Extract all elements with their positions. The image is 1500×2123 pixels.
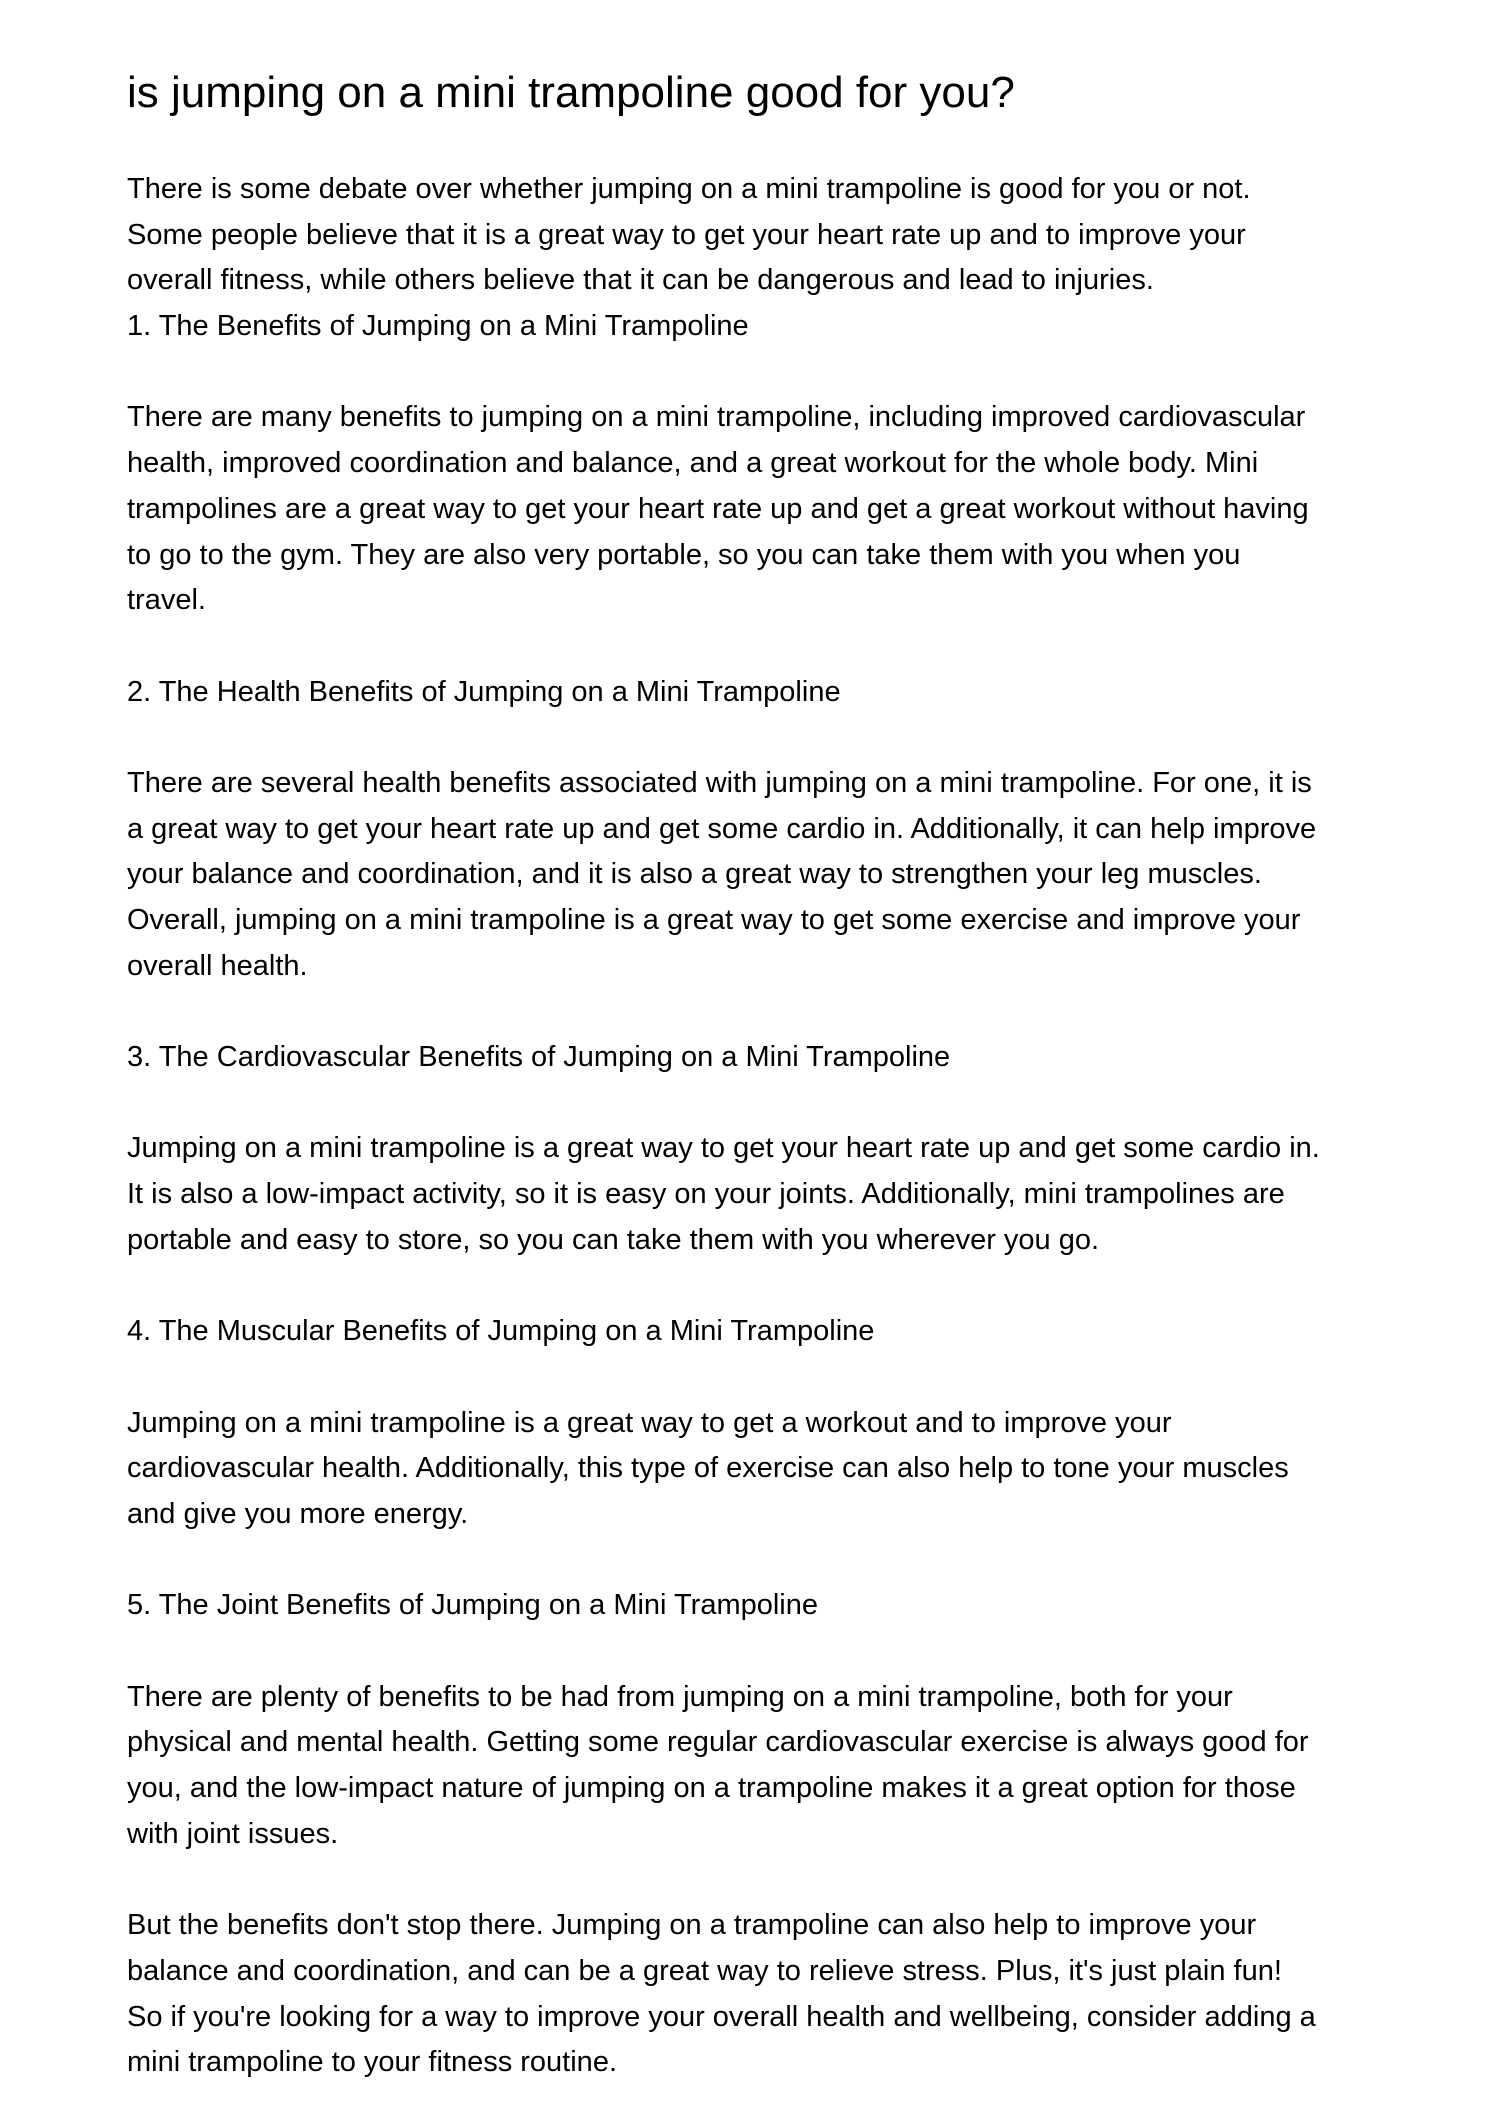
text-line: a great way to get your heart rate up and get some cardio in. Additionally, it can help improve [127, 812, 1317, 845]
text-line: cardiovascular health. Additionally, this type of exercise can also help to tone your muscles [127, 1452, 1289, 1485]
text-line: balance and coordination, and can be a great way to relieve stress. Plus, it's just plain fun! [127, 1954, 1282, 1987]
text-line: you, and the low-impact nature of jumping on a trampoline makes it a great option for those [127, 1772, 1296, 1805]
text-line: health, improved coordination and balance, and a great workout for the whole body. Mini [127, 447, 1259, 480]
text-line: But the benefits don't stop there. Jumping on a trampoline can also help to improve your [127, 1909, 1257, 1942]
text-line: There are several health benefits associated with jumping on a mini trampoline. For one, it is [127, 766, 1312, 799]
text-line: 2. The Health Benefits of Jumping on a Mini Trampoline [127, 675, 841, 708]
text-line: your balance and coordination, and it is also a great way to strengthen your leg muscles. [127, 858, 1262, 891]
text-line: 3. The Cardiovascular Benefits of Jumping on a Mini Trampoline [127, 1041, 951, 1074]
text-line: So if you're looking for a way to improve your overall health and wellbeing, consider adding a [127, 2000, 1316, 2033]
section-heading [127, 670, 1320, 716]
text-line: There are many benefits to jumping on a mini trampoline, including improved cardiovascular [127, 401, 1306, 434]
text-line: Overall, jumping on a mini trampoline is a great way to get some exercise and improve your [127, 904, 1301, 936]
text-line: portable and easy to store, so you can take them with you wherever you go. [127, 1223, 1100, 1256]
paragraph [127, 395, 1320, 623]
text-line: It is also a low-impact activity, so it is easy on your joints. Additionally, mini trampolines are [127, 1178, 1285, 1211]
text-line: and give you more energy. [127, 1497, 469, 1530]
text-line: to go to the gym. They are also very portable, so you can take them with you when you [127, 538, 1241, 571]
text-line: 1. The Benefits of Jumping on a Mini Trampoline [127, 310, 749, 343]
text-line: travel. [127, 584, 206, 617]
section-heading [127, 1309, 1320, 1355]
text-line: trampolines are a great way to get your heart rate up and get a great workout without having [127, 492, 1309, 525]
text-line: mini trampoline to your fitness routine. [127, 2046, 617, 2079]
paragraph [127, 1126, 1320, 1263]
text-line: with joint issues. [127, 1817, 339, 1850]
paragraph [127, 1903, 1320, 2086]
text-line: Jumping on a mini trampoline is a great way to get a workout and to improve your [127, 1406, 1172, 1439]
article-body [127, 167, 1320, 2086]
text-line: overall health. [127, 949, 308, 982]
text-line: There is some debate over whether jumping on a mini trampoline is good for you or not. [127, 173, 1251, 205]
text-line: physical and mental health. Getting some regular cardiovascular exercise is always good for [127, 1726, 1309, 1759]
text-line: Jumping on a mini trampoline is a great way to get your heart rate up and get some cardio in. [127, 1132, 1320, 1165]
text-line: There are plenty of benefits to be had from jumping on a mini trampoline, both for your [127, 1680, 1233, 1713]
paragraph [127, 167, 1320, 304]
section-heading [127, 1583, 1320, 1629]
text-line: 5. The Joint Benefits of Jumping on a Mini Trampoline [127, 1589, 819, 1622]
text-line: overall fitness, while others believe that it can be dangerous and lead to injuries. [127, 264, 1154, 297]
paragraph [127, 761, 1320, 989]
text-line: 4. The Muscular Benefits of Jumping on a Mini Trampoline [127, 1315, 875, 1348]
paragraph [127, 1675, 1320, 1858]
text-line: Some people believe that it is a great way to get your heart rate up and to improve your [127, 218, 1246, 251]
page-title: is jumping on a mini trampoline good for you? [127, 68, 1015, 117]
paragraph [127, 1401, 1320, 1538]
section-heading [127, 1035, 1320, 1081]
section-heading [127, 304, 1320, 350]
